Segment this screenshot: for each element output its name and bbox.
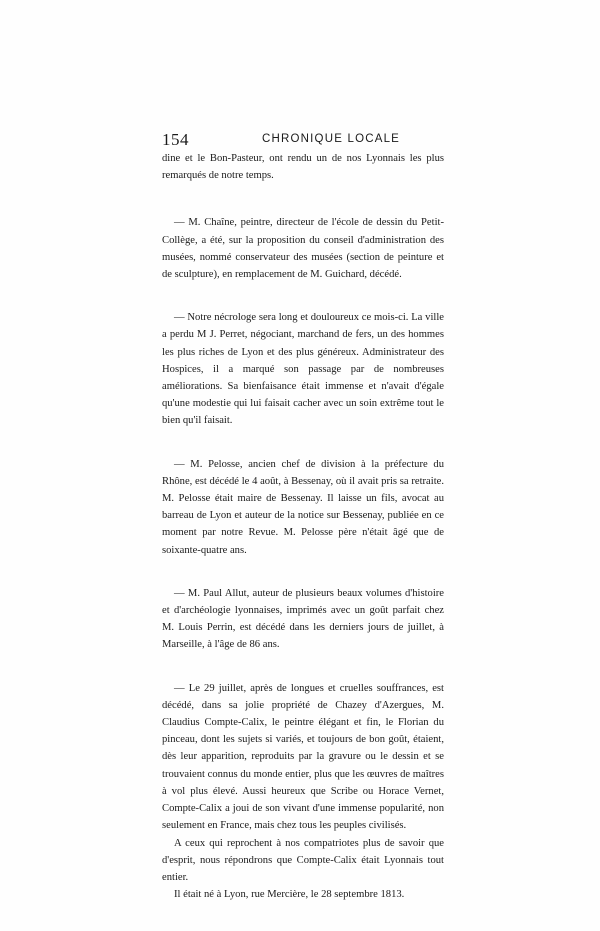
running-title: CHRONIQUE LOCALE xyxy=(262,133,401,145)
article-body xyxy=(162,150,444,903)
page-header xyxy=(162,130,446,150)
paragraph-allut: — M. Paul Allut, auteur de plusieurs beaux volumes d'histoire et d'archéologie lyonnaises, imprimés avec un goût parfait chez M. Louis Perrin, est décédé dans les derniers jours de juillet, à Marseille, à l'âge de 86 ans. xyxy=(162,587,444,651)
page-number: 154 xyxy=(162,130,189,149)
paragraph-bon-pasteur-continuation: dine et le Bon-Pasteur, ont rendu un de nos Lyonnais les plus remarqués de notre temps. xyxy=(162,153,444,182)
paragraph-pelosse: — M. Pelosse, ancien chef de division à la préfecture du Rhône, est décédé le 4 août, à Bessenay, où il avait pris sa retraite. M. Pelosse était maire de Bessenay. Il laisse un fils, avocat au barreau de Lyon et auteur de la notice sur Bessenay, publiée en ce moment par notre Revue. M. Pelosse père n'était âgé que de soixante-quatre ans. xyxy=(162,458,444,556)
paragraph-necrology-perret: — Notre nécrologe sera long et douloureux ce mois-ci. La ville a perdu M J. Perret, négociant, marchand de fers, un des hommes les plus riches de Lyon et des plus généreux. Administrateur des Hospices, il a marqué son passage par de nombreuses améliorations. Sa bienfaisance était immense et n'avait d'égale qu'une modestie qui lui faisait cacher avec un soin extrême tout le bien qu'il faisait. xyxy=(162,312,444,427)
paragraph-compte-calix-birth: Il était né à Lyon, rue Mercière, le 28 septembre 1813. xyxy=(174,889,405,901)
paragraph-chaine-appointment: — M. Chaîne, peintre, directeur de l'école de dessin du Petit-Collège, a été, sur la proposition du conseil d'administration des musées, nommé conservateur des musées (section de peinture et de sculpture), en remplacement de M. Guichard, décédé. xyxy=(162,217,444,281)
paragraph-compte-calix: — Le 29 juillet, après de longues et cruelles souffrances, est décédé, dans sa jolie propriété de Chazey d'Azergues, M. Claudius Compte-Calix, le peintre élégant et fin, le Florian du pinceau, dont les sujets si variés, et toujours de bon goût, étaient, dès leur apparition, reproduits par la gravure ou le dessin et se trouvaient connus du monde entier, plus que les œuvres de maîtres à vol plus élevé. Aussi heureux que Scribe ou Horace Vernet, Compte-Calix a joui de son vivant d'une immense popularité, non seulement en France, mais chez tous les peuples civilisés. xyxy=(162,682,444,832)
paragraph-compte-calix-lyonnais: A ceux qui reprochent à nos compatriotes plus de savoir que d'esprit, nous répondrons que Compte-Calix était Lyonnais tout entier. xyxy=(162,837,444,883)
